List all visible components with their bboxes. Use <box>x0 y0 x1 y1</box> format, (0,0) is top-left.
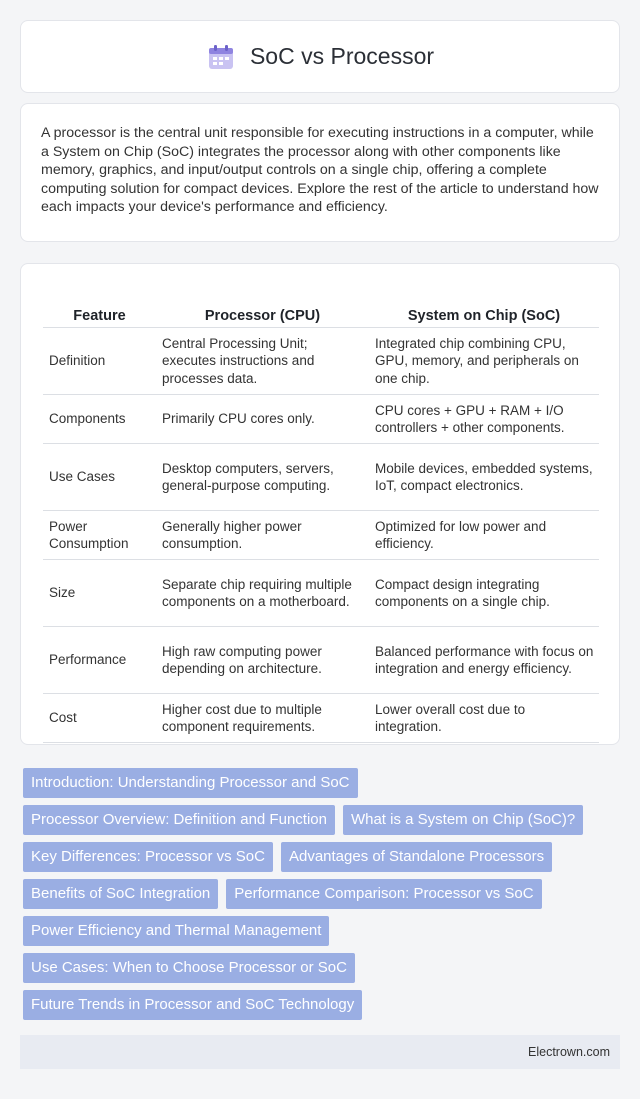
table-row <box>43 560 599 627</box>
feature-cell: Use Cases <box>43 444 156 511</box>
soc-cell: Optimized for low power and efficiency. <box>369 511 599 560</box>
title-wrap <box>206 43 434 71</box>
processor-cell: Higher cost due to multiple component requirements. <box>156 694 369 743</box>
table-row <box>43 395 599 444</box>
column-header-soc: System on Chip (SoC) <box>369 284 599 328</box>
tag-row <box>23 768 623 798</box>
soc-cell: Mobile devices, embedded systems, IoT, compact electronics. <box>369 444 599 511</box>
table-row <box>43 694 599 743</box>
page-title: SoC vs Processor <box>249 43 435 69</box>
tag-use-cases[interactable]: Use Cases: When to Choose Processor or SoC <box>23 953 355 983</box>
tag-power-efficiency[interactable]: Power Efficiency and Thermal Management <box>23 916 329 946</box>
comparison-table <box>43 284 599 743</box>
tag-what-is-soc[interactable]: What is a System on Chip (SoC)? <box>343 805 583 835</box>
processor-cell: Primarily CPU cores only. <box>156 395 369 444</box>
topic-tags <box>23 768 623 1027</box>
calendar-icon <box>206 43 236 71</box>
feature-cell: Size <box>43 560 156 627</box>
table-header-row <box>43 284 599 328</box>
soc-cell: Lower overall cost due to integration. <box>369 694 599 743</box>
tag-introduction[interactable]: Introduction: Understanding Processor and SoC <box>23 768 358 798</box>
column-header-processor: Processor (CPU) <box>156 284 369 328</box>
tag-row <box>23 842 623 872</box>
tag-row <box>23 879 623 909</box>
tag-row <box>23 990 623 1020</box>
tag-processor-overview[interactable]: Processor Overview: Definition and Function <box>23 805 335 835</box>
intro-card <box>20 103 620 242</box>
soc-cell: Balanced performance with focus on integration and energy efficiency. <box>369 627 599 694</box>
soc-cell: Compact design integrating components on a single chip. <box>369 560 599 627</box>
processor-cell: Generally higher power consumption. <box>156 511 369 560</box>
tag-key-differences[interactable]: Key Differences: Processor vs SoC <box>23 842 273 872</box>
table-row <box>43 328 599 395</box>
table-row <box>43 627 599 694</box>
tag-benefits-soc[interactable]: Benefits of SoC Integration <box>23 879 218 909</box>
processor-cell: Desktop computers, servers, general-purpose computing. <box>156 444 369 511</box>
tag-performance-comparison[interactable]: Performance Comparison: Processor vs SoC <box>226 879 541 909</box>
tag-advantages-processors[interactable]: Advantages of Standalone Processors <box>281 842 552 872</box>
feature-cell: Power Consumption <box>43 511 156 560</box>
processor-cell: Separate chip requiring multiple components on a motherboard. <box>156 560 369 627</box>
tag-row <box>23 805 623 835</box>
header-card <box>20 20 620 93</box>
table-row <box>43 444 599 511</box>
processor-cell: High raw computing power depending on architecture. <box>156 627 369 694</box>
feature-cell: Components <box>43 395 156 444</box>
tag-future-trends[interactable]: Future Trends in Processor and SoC Technology <box>23 990 362 1020</box>
tag-row <box>23 953 623 983</box>
footer-site-name: Electrown.com <box>528 1045 610 1059</box>
feature-cell: Cost <box>43 694 156 743</box>
intro-paragraph: A processor is the central unit responsible for executing instructions in a computer, while a System on Chip (SoC) integrates the processor along with other components like memory, graphics, and input/output controls on a single chip, offering a complete computing solution for compact devices. Explore the rest of the article to understand how each impacts your device's performance and efficiency. <box>41 125 599 216</box>
tag-row <box>23 916 623 946</box>
feature-cell: Definition <box>43 328 156 395</box>
soc-cell: CPU cores + GPU + RAM + I/O controllers + other components. <box>369 395 599 444</box>
table-row <box>43 511 599 560</box>
soc-cell: Integrated chip combining CPU, GPU, memory, and peripherals on one chip. <box>369 328 599 395</box>
feature-cell: Performance <box>43 627 156 694</box>
footer <box>20 1035 620 1069</box>
column-header-feature: Feature <box>43 284 156 328</box>
processor-cell: Central Processing Unit; executes instructions and processes data. <box>156 328 369 395</box>
comparison-table-card <box>20 263 620 745</box>
